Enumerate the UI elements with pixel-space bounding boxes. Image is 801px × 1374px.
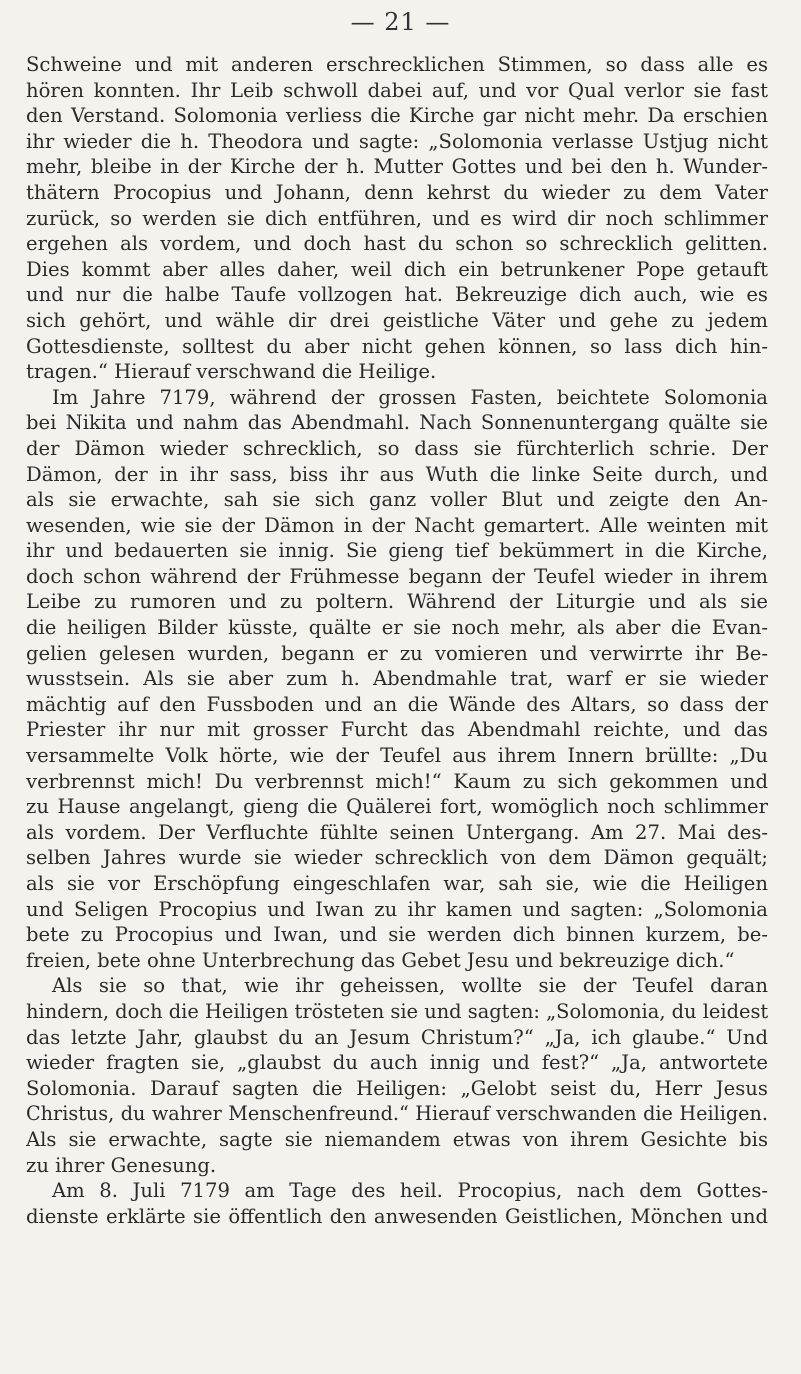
text-line: hindern, doch die Heiligen trösteten sie und sagten: „Solomonia, du leidest [26,999,768,1023]
text-line: der Dämon wieder schrecklich, so dass sie fürchterlich schrie. Der [26,436,768,460]
text-line: ergehen als vordem, und doch hast du schon so schrecklich gelitten. [26,232,768,256]
text-line: Priester ihr nur mit grosser Furcht das Abendmahl reichte, und das [26,718,768,742]
text-line: den Verstand. Solomonia verliess die Kirche gar nicht mehr. Da erschien [26,104,768,128]
page-number-header: — 21 — [350,8,451,36]
text-line: sich gehört, und wähle dir drei geistliche Väter und gehe zu jedem [26,308,768,332]
text-line: doch schon während der Frühmesse begann der Teufel wieder in ihrem [26,564,768,588]
text-line: Im Jahre 7179, während der grossen Fasten, beichtete Solomonia [52,385,768,409]
text-line: Christus, du wahrer Menschenfreund.“ Hierauf verschwanden die Heiligen. [26,1102,768,1126]
text-line: zurück, so werden sie dich entführen, und es wird dir noch schlimmer [26,206,768,230]
text-line: wieder fragten sie, „glaubst du auch innig und fest?“ „Ja, antwortete [26,1051,768,1075]
text-line: und Seligen Procopius und Iwan zu ihr kamen und sagten: „Solomonia [26,897,768,921]
text-line: zu ihrer Genesung. [26,1153,217,1177]
text-line: thätern Procopius und Johann, denn kehrst du wieder zu dem Vater [26,180,768,204]
text-line: bei Nikita und nahm das Abendmahl. Nach Sonnenuntergang quälte sie [26,411,768,435]
text-line: Schweine und mit anderen erschrecklichen Stimmen, so dass alle es [26,53,768,76]
text-line: Am 8. Juli 7179 am Tage des heil. Procopius, nach dem Gottes- [52,1179,768,1203]
text-line: wesenden, wie sie der Dämon in der Nacht gemartert. Alle weinten mit [26,513,768,537]
text-line: versammelte Volk hörte, wie der Teufel aus ihrem Innern brüllte: „Du [26,744,768,768]
text-line: als sie erwachte, sah sie sich ganz voller Blut und zeigte den An- [26,488,768,512]
text-line: Solomonia. Darauf sagten die Heiligen: „Gelobt seist du, Herr Jesus [26,1076,768,1100]
text-line: Dies kommt aber alles daher, weil dich ein betrunkener Pope getauft [26,257,768,281]
text-line: hören konnten. Ihr Leib schwoll dabei auf, und vor Qual verlor sie fast [26,78,768,102]
text-line: bete zu Procopius und Iwan, und sie werden dich binnen kurzem, be- [26,923,768,947]
text-line: als vordem. Der Verfluchte fühlte seinen Untergang. Am 27. Mai des- [26,820,768,844]
text-line: verbrennst mich! Du verbrennst mich!“ Kaum zu sich gekommen und [26,769,768,793]
text-line: gelien gelesen wurden, begann er zu vomieren und verwirrte ihr Be- [26,641,768,665]
text-line: mehr, bleibe in der Kirche der h. Mutter Gottes und bei den h. Wunder- [26,155,768,179]
text-line: Als sie erwachte, sagte sie niemandem etwas von ihrem Gesichte bis [26,1127,768,1151]
text-line: die heiligen Bilder küsste, quälte er sie noch mehr, als aber die Evan- [26,616,768,640]
text-line: tragen.“ Hierauf verschwand die Heilige. [26,360,437,384]
text-line: Gottesdienste, solltest du aber nicht gehen können, so lass dich hin- [26,334,768,358]
body-text [26,52,768,1229]
text-line: dienste erklärte sie öffentlich den anwesenden Geistlichen, Mönchen und [26,1204,768,1228]
text-line: und nur die halbe Taufe vollzogen hat. Bekreuzige dich auch, wie es [26,283,768,307]
text-line: ihr und bedauerten sie innig. Sie gieng tief bekümmert in die Kirche, [26,539,768,563]
text-line: wusstsein. Als sie aber zum h. Abendmahle trat, warf er sie wieder [26,667,768,691]
text-line: freien, bete ohne Unterbrechung das Gebet Jesu und bekreuzige dich.“ [26,948,735,972]
text-line: als sie vor Erschöpfung eingeschlafen war, sah sie, wie die Heiligen [26,872,768,895]
text-line: das letzte Jahr, glaubst du an Jesum Christum?“ „Ja, ich glaube.“ Und [26,1025,768,1049]
text-line: Leibe zu rumoren und zu poltern. Während der Liturgie und als sie [26,590,768,614]
text-line: selben Jahres wurde sie wieder schrecklich von dem Dämon gequält; [26,846,768,870]
text-line: mächtig auf den Fussboden und an die Wände des Altars, so dass der [26,692,768,716]
text-line: Dämon, der in ihr sass, biss ihr aus Wuth die linke Seite durch, und [26,462,768,486]
text-line: Als sie so that, wie ihr geheissen, wollte sie der Teufel daran [52,974,768,998]
text-line: zu Hause angelangt, gieng die Quälerei fort, womöglich noch schlimmer [26,795,768,819]
text-line: ihr wieder die h. Theodora und sagte: „Solomonia verlasse Ustjug nicht [26,129,768,153]
